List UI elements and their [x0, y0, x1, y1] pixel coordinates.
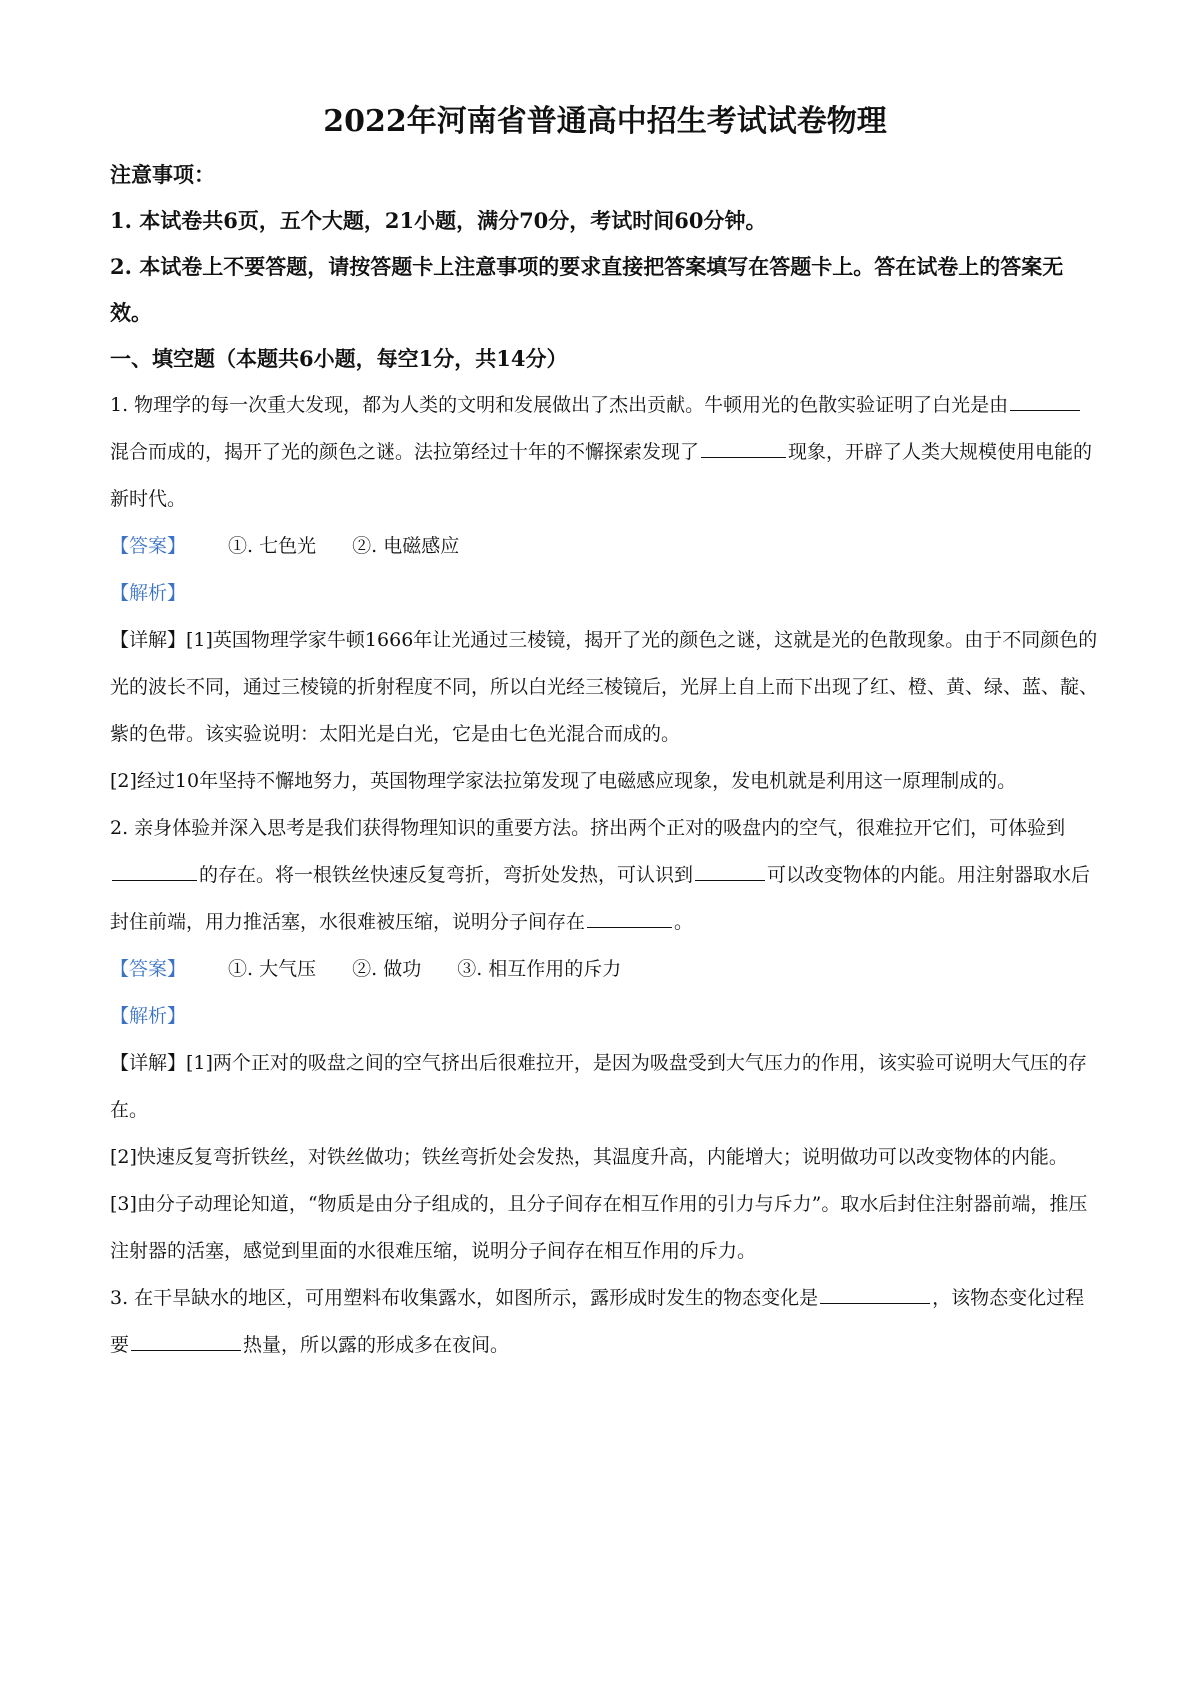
question-2-answer	[110, 946, 1100, 993]
question-2-text-d: 。	[674, 911, 694, 933]
answer-blank	[820, 1283, 930, 1304]
question-2	[110, 805, 1100, 946]
answer-item: ②. 电磁感应	[352, 535, 460, 557]
page-title: 2022年河南省普通高中招生考试试卷物理	[323, 104, 887, 139]
section-heading: 一、填空题（本题共6小题，每空1分，共14分）	[110, 346, 568, 371]
question-3-text-a: 3. 在干旱缺水的地区，可用塑料布收集露水，如图所示，露形成时发生的物态变化是	[110, 1287, 819, 1309]
question-1-analysis	[110, 570, 1100, 617]
question-2-text-b: 的存在。将一根铁丝快速反复弯折，弯折处发热，可认识到	[199, 864, 694, 886]
detail-label: 【详解】	[110, 629, 187, 651]
question-1-detail-2: [2]经过10年坚持不懈地努力，英国物理学家法拉第发现了电磁感应现象，发电机就是利用这一原理制成的。	[110, 770, 1017, 792]
page-content	[110, 100, 1100, 1369]
question-1-answer	[110, 523, 1100, 570]
question-1	[110, 382, 1100, 523]
answer-blank	[695, 860, 765, 881]
answer-blank	[701, 437, 786, 458]
answer-label: 【答案】	[110, 958, 187, 980]
notice-item-2: 2. 本试卷上不要答题，请按答题卡上注意事项的要求直接把答案填写在答题卡上。答在试卷上的答案无效。	[110, 254, 1064, 325]
answer-item: ①. 七色光	[228, 535, 317, 557]
question-1-text-b: 混合而成的，揭开了光的颜色之谜。法拉第经过十年的不懈探索发现了	[110, 441, 700, 463]
answer-blank	[131, 1330, 241, 1351]
answer-blank	[587, 907, 672, 928]
analysis-label: 【解析】	[110, 582, 187, 604]
question-2-detail-3: [3]由分子动理论知道，“物质是由分子组成的，且分子间存在相互作用的引力与斥力”。取水后封住注射器前端，推压注射器的活塞，感觉到里面的水很难压缩，说明分子间存在相互作用的斥力。	[110, 1193, 1088, 1262]
notice-item-1: 1. 本试卷共6页，五个大题，21小题，满分70分，考试时间60分钟。	[110, 208, 767, 233]
question-3-text-b: ，该物态变化过程要	[110, 1287, 1085, 1356]
answer-item: ②. 做功	[352, 958, 422, 980]
question-2-text-a: 2. 亲身体验并深入思考是我们获得物理知识的重要方法。挤出两个正对的吸盘内的空气，很难拉开它们，可体验到	[110, 817, 1066, 839]
question-2-detail-2: [2]快速反复弯折铁丝，对铁丝做功；铁丝弯折处会发热，其温度升高，内能增大；说明做功可以改变物体的内能。	[110, 1146, 1068, 1168]
answer-blank	[112, 860, 197, 881]
answer-item: ③. 相互作用的斥力	[457, 958, 622, 980]
analysis-label: 【解析】	[110, 1005, 187, 1027]
answer-blank	[1010, 390, 1080, 411]
answer-item: ①. 大气压	[228, 958, 317, 980]
question-2-detail-1	[110, 1040, 1100, 1134]
answer-label: 【答案】	[110, 535, 187, 557]
detail-text: [1]英国物理学家牛顿1666年让光通过三棱镜，揭开了光的颜色之谜，这就是光的色散现象。由于不同颜色的光的波长不同，通过三棱镜的折射程度不同，所以白光经三棱镜后，光屏上自上而下出现了红、橙、黄、绿、蓝、靛、紫的色带。该实验说明：太阳光是白光，它是由七色光混合而成的。	[110, 629, 1099, 745]
question-2-text-c: 可以改变物体的内能。用注射器取水后封住前端，用力推活塞，水很难被压缩，说明分子间存在	[110, 864, 1091, 933]
question-1-text-a: 1. 物理学的每一次重大发现，都为人类的文明和发展做出了杰出贡献。牛顿用光的色散实验证明了白光是由	[110, 394, 1009, 416]
detail-label: 【详解】	[110, 1052, 187, 1074]
question-3	[110, 1275, 1100, 1369]
notice-heading: 注意事项：	[110, 162, 215, 187]
question-3-text-c: 热量，所以露的形成多在夜间。	[243, 1334, 510, 1356]
question-1-detail-1	[110, 617, 1100, 758]
question-2-analysis	[110, 993, 1100, 1040]
detail-text: [1]两个正对的吸盘之间的空气挤出后很难拉开，是因为吸盘受到大气压力的作用，该实验可说明大气压的存在。	[110, 1052, 1087, 1121]
question-1-text-c: 现象，开辟了人类大规模使用电能的新时代。	[110, 441, 1093, 510]
